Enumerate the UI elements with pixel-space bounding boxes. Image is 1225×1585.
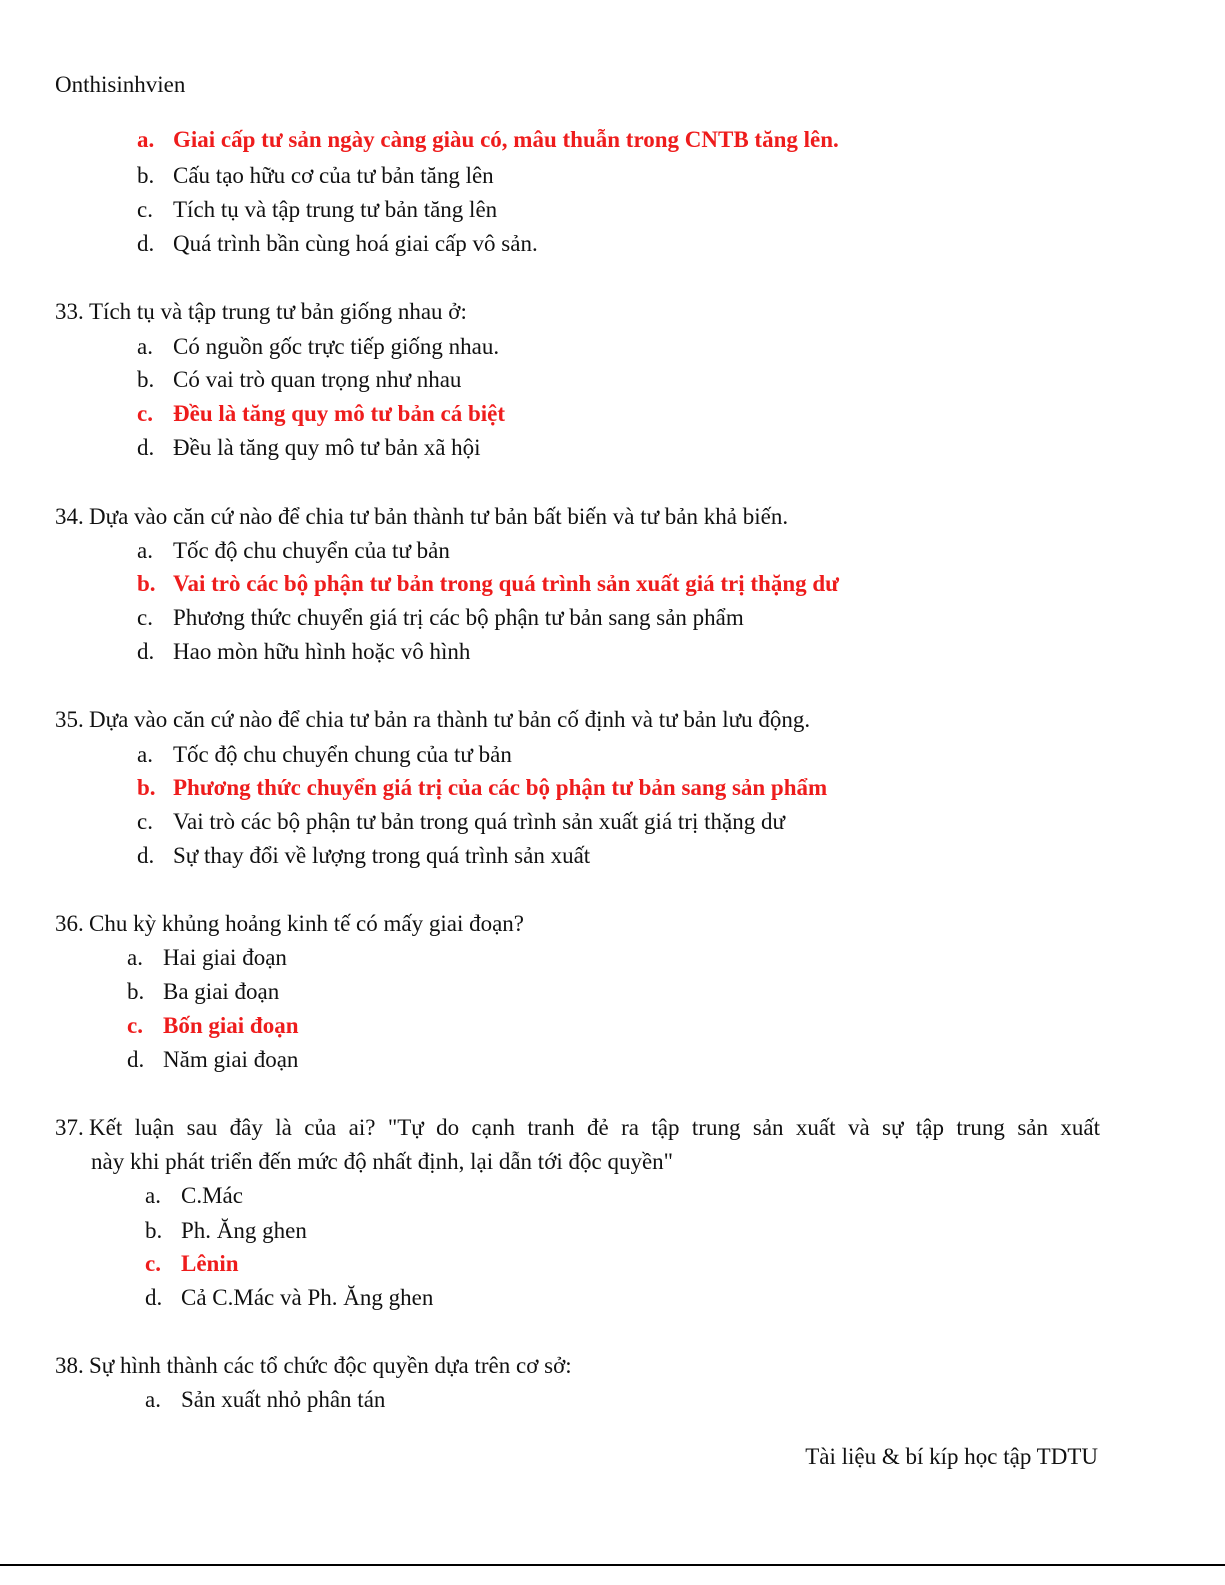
q38-option-a <box>145 1385 385 1415</box>
option-label: d. <box>137 435 155 460</box>
option-label: c. <box>137 401 153 426</box>
option-label: c. <box>137 605 153 630</box>
q36-option-c <box>127 1011 299 1041</box>
question-text-line1: Kết luận sau đây là của ai? "Tự do cạnh tranh đẻ ra tập trung sản xuất và sự tập trung sản xuất <box>89 1115 1100 1140</box>
q33-option-a <box>137 332 499 362</box>
page-footer: Tài liệu & bí kíp học tập TDTU <box>805 1444 1098 1469</box>
q37-option-a <box>145 1181 243 1211</box>
question-number: 36. <box>55 911 84 936</box>
option-text: Tích tụ và tập trung tư bản tăng lên <box>173 197 498 222</box>
q32-option-d <box>137 229 538 259</box>
option-text: Vai trò các bộ phận tư bản trong quá trình sản xuất giá trị thặng dư <box>173 809 785 834</box>
question-text: Tích tụ và tập trung tư bản giống nhau ở: <box>89 299 467 324</box>
option-label: a. <box>137 334 153 359</box>
q34-option-b <box>137 569 839 599</box>
option-text: Hao mòn hữu hình hoặc vô hình <box>173 639 471 664</box>
option-label: b. <box>137 367 155 392</box>
option-text: Vai trò các bộ phận tư bản trong quá trình sản xuất giá trị thặng dư <box>173 571 839 596</box>
option-text: Lênin <box>181 1251 239 1276</box>
option-label: c. <box>145 1251 161 1276</box>
option-label: a. <box>127 945 143 970</box>
question-38 <box>55 1351 572 1381</box>
question-text: Dựa vào căn cứ nào để chia tư bản ra thành tư bản cố định và tư bản lưu động. <box>89 707 811 732</box>
q37-option-d <box>145 1283 433 1313</box>
option-text: Sự thay đổi về lượng trong quá trình sản xuất <box>173 843 591 868</box>
q36-option-a <box>127 943 287 973</box>
q34-option-a <box>137 536 450 566</box>
option-text: Đều là tăng quy mô tư bản xã hội <box>173 435 481 460</box>
option-label: a. <box>137 538 153 563</box>
option-label: a. <box>145 1183 161 1208</box>
question-text: Dựa vào căn cứ nào để chia tư bản thành tư bản bất biến và tư bản khả biến. <box>89 504 789 529</box>
option-text: Ph. Ăng ghen <box>181 1218 307 1243</box>
option-label: d. <box>145 1285 163 1310</box>
question-number: 35. <box>55 707 84 732</box>
question-37-continued: này khi phát triển đến mức độ nhất định, lại dẫn tới độc quyền" <box>91 1149 674 1174</box>
question-35 <box>55 705 810 735</box>
option-text: Năm giai đoạn <box>163 1047 299 1072</box>
option-text: Hai giai đoạn <box>163 945 287 970</box>
option-label: d. <box>137 231 155 256</box>
option-text: Đều là tăng quy mô tư bản cá biệt <box>173 401 505 426</box>
option-label: a. <box>137 127 155 152</box>
option-label: c. <box>137 809 153 834</box>
option-label: b. <box>127 979 145 1004</box>
question-number: 37. <box>55 1115 84 1140</box>
question-text: Sự hình thành các tổ chức độc quyền dựa trên cơ sở: <box>89 1353 572 1378</box>
option-text: Tốc độ chu chuyển của tư bản <box>173 538 450 563</box>
option-label: c. <box>127 1013 143 1038</box>
q33-option-d <box>137 433 481 463</box>
option-text: Phương thức chuyển giá trị các bộ phận tư bản sang sản phẩm <box>173 605 744 630</box>
question-number: 33. <box>55 299 84 324</box>
q32-option-b <box>137 161 494 191</box>
option-label: b. <box>145 1218 163 1243</box>
option-text: Phương thức chuyển giá trị của các bộ phận tư bản sang sản phẩm <box>173 775 828 800</box>
q35-option-a <box>137 740 512 770</box>
option-label: a. <box>145 1387 161 1412</box>
option-text: Giai cấp tư sản ngày càng giàu có, mâu thuẫn trong CNTB tăng lên. <box>173 127 839 152</box>
question-number: 34. <box>55 504 84 529</box>
question-33 <box>55 297 467 327</box>
q36-option-d <box>127 1045 298 1075</box>
q32-option-c <box>137 195 497 225</box>
option-label: b. <box>137 775 156 800</box>
option-label: a. <box>137 742 153 767</box>
q35-option-c <box>137 807 785 837</box>
option-text: Quá trình bần cùng hoá giai cấp vô sản. <box>173 231 538 256</box>
option-text: Ba giai đoạn <box>163 979 280 1004</box>
q33-option-b <box>137 365 461 395</box>
q36-option-b <box>127 977 279 1007</box>
q34-option-d <box>137 637 470 667</box>
q37-option-c <box>145 1249 239 1279</box>
q35-option-d <box>137 841 590 871</box>
option-text: Bốn giai đoạn <box>163 1013 299 1038</box>
option-text: Có vai trò quan trọng như nhau <box>173 367 462 392</box>
page-header: Onthisinhvien <box>55 72 186 97</box>
question-37 <box>55 1113 1100 1143</box>
option-label: b. <box>137 163 155 188</box>
option-label: b. <box>137 571 156 596</box>
option-text: Có nguồn gốc trực tiếp giống nhau. <box>173 334 500 359</box>
option-label: d. <box>137 843 155 868</box>
option-text: Cấu tạo hữu cơ của tư bản tăng lên <box>173 163 494 188</box>
q35-option-b <box>137 773 827 803</box>
option-text: Tốc độ chu chuyển chung của tư bản <box>173 742 512 767</box>
question-36 <box>55 909 524 939</box>
option-text: Cả C.Mác và Ph. Ăng ghen <box>181 1285 434 1310</box>
question-number: 38. <box>55 1353 84 1378</box>
option-label: d. <box>127 1047 145 1072</box>
page-bottom-border <box>0 1564 1225 1566</box>
q32-option-a <box>137 125 839 155</box>
option-text: Sản xuất nhỏ phân tán <box>181 1387 386 1412</box>
question-text: Chu kỳ khủng hoảng kinh tế có mấy giai đoạn? <box>89 911 525 936</box>
q37-option-b <box>145 1216 307 1246</box>
option-label: d. <box>137 639 155 664</box>
option-label: c. <box>137 197 153 222</box>
question-34 <box>55 502 788 532</box>
q34-option-c <box>137 603 744 633</box>
option-text: C.Mác <box>181 1183 243 1208</box>
q33-option-c <box>137 399 505 429</box>
